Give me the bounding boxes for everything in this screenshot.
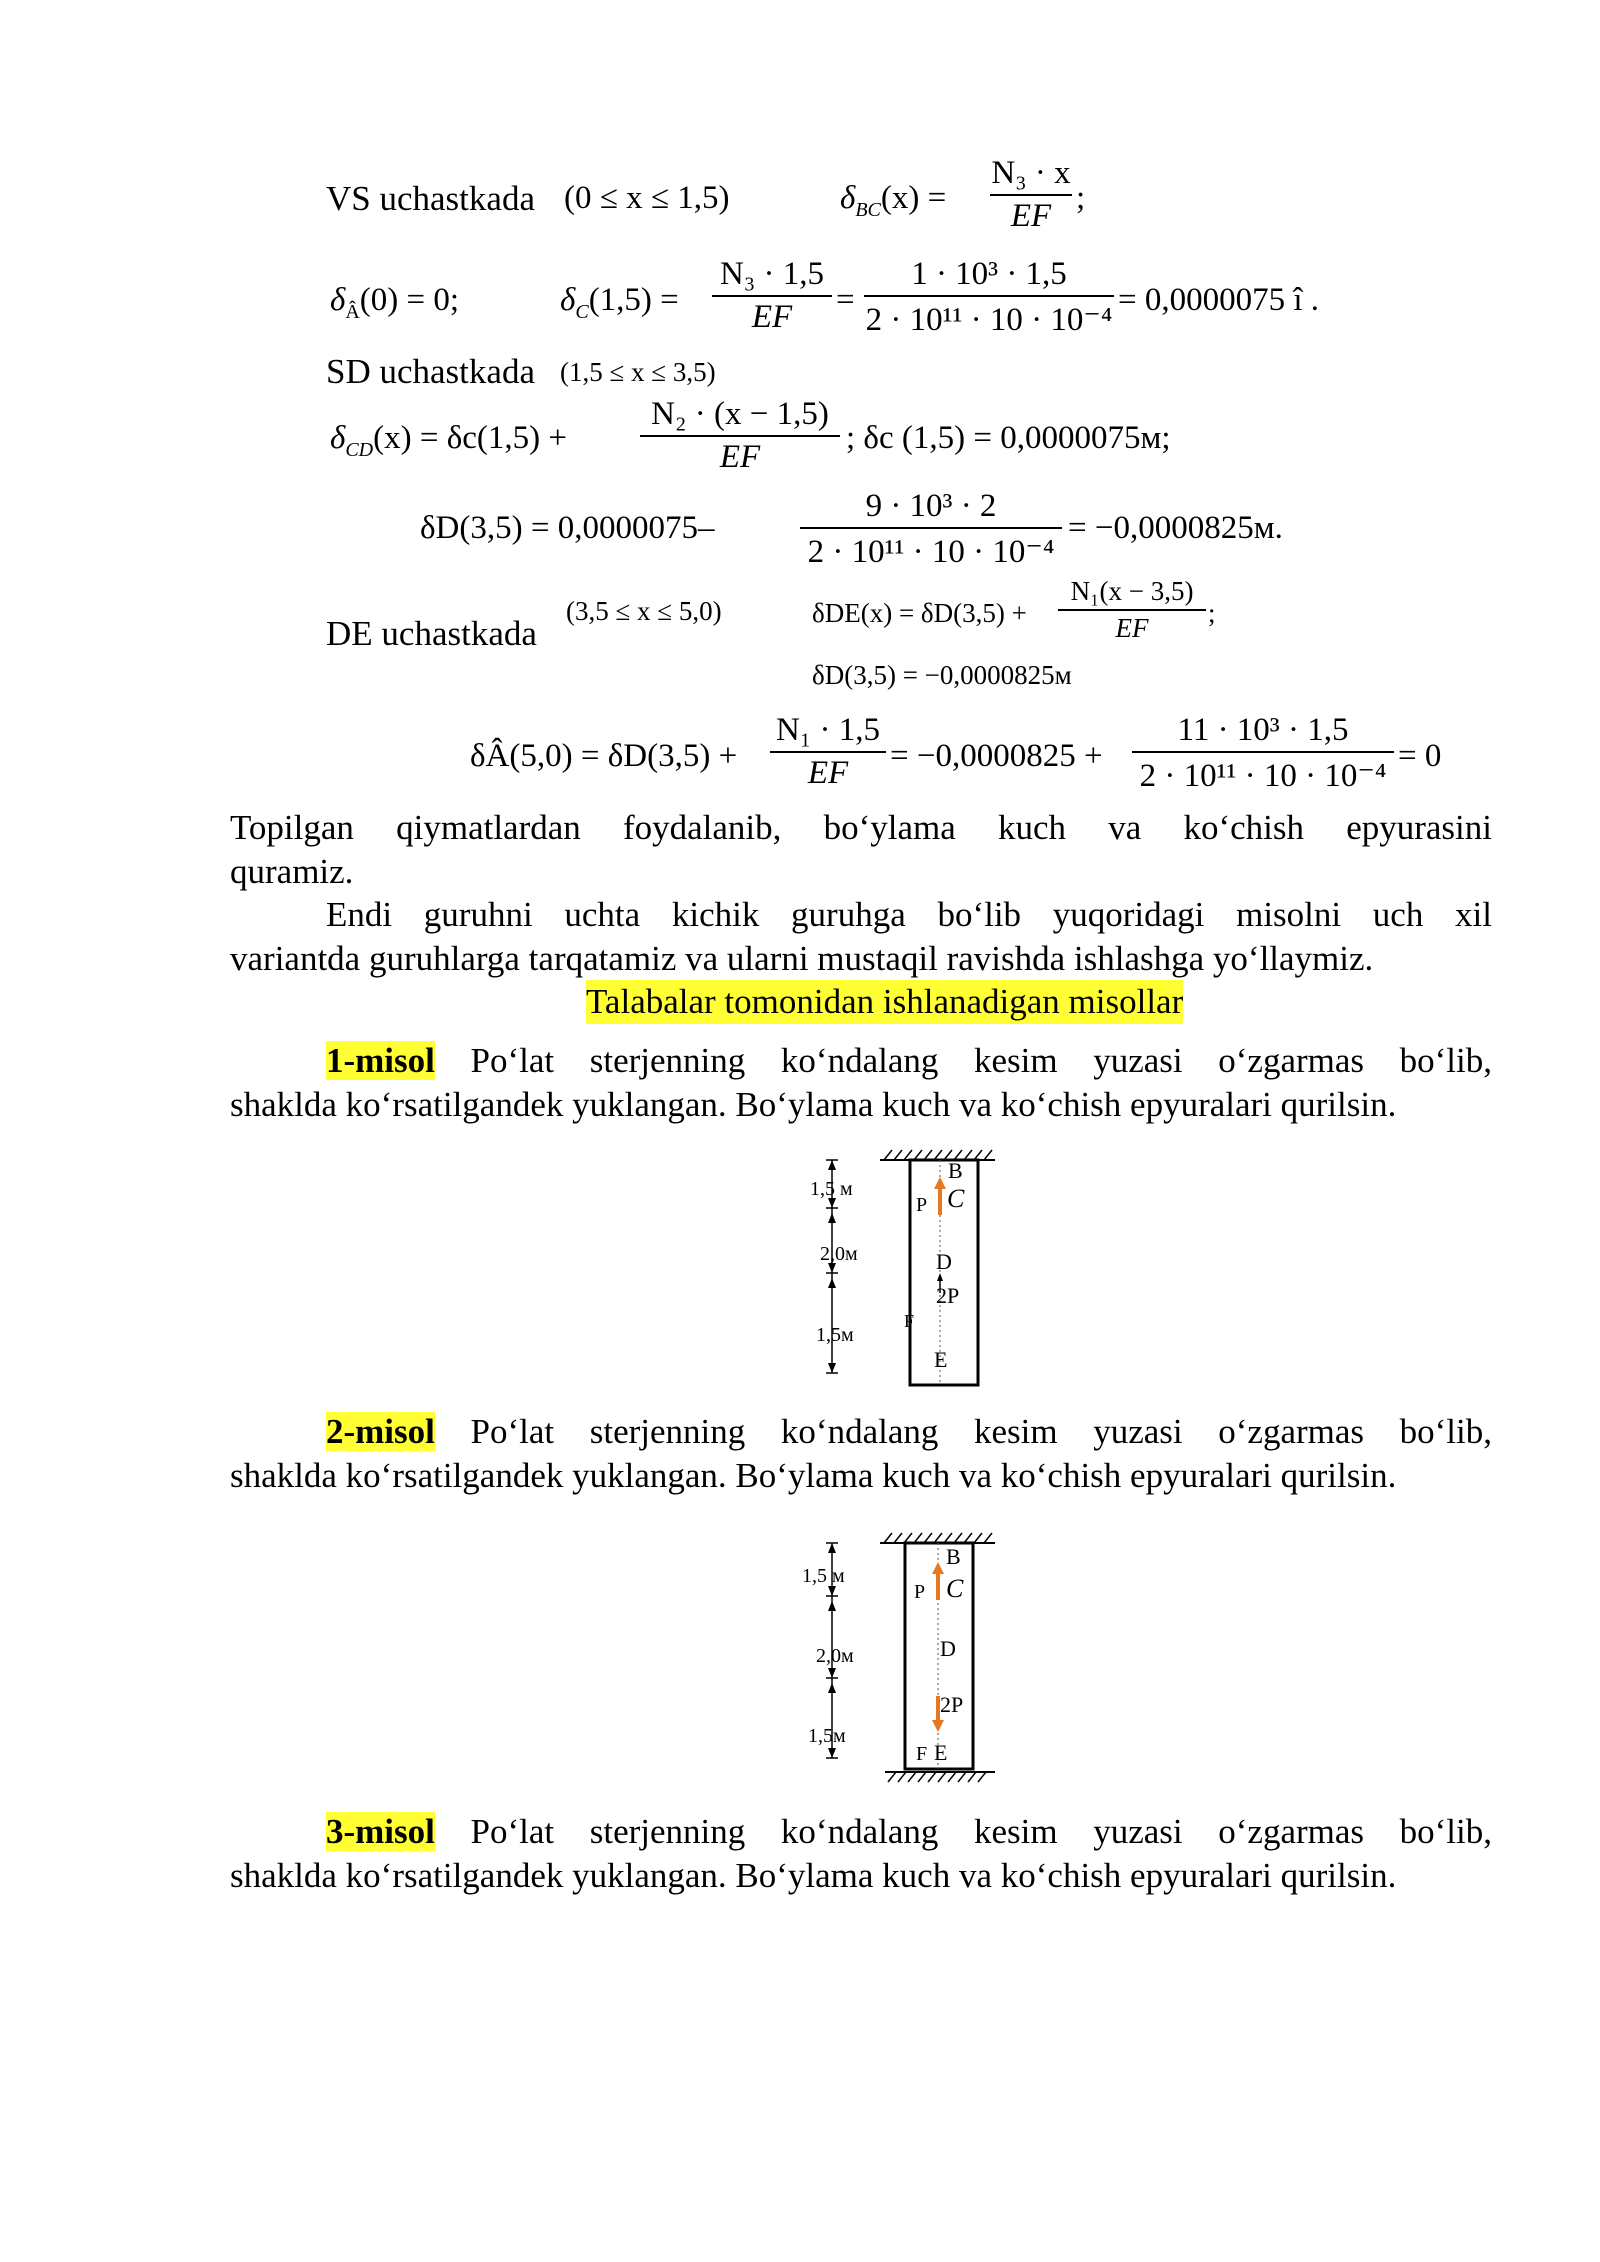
fig2-label-e: E: [934, 1740, 948, 1765]
fig2-label-2p: 2P: [940, 1692, 964, 1717]
range-sd: (1,5 ≤ x ≤ 3,5): [560, 357, 716, 387]
figure-2-bar-diagram: [790, 1528, 1020, 1798]
range-vs: (0 ≤ x ≤ 1,5): [564, 180, 730, 216]
fig1-label-b: B: [948, 1158, 963, 1183]
formula-b0: $\delta_Â(0) = 0$;: [330, 282, 460, 323]
figure-1-bar-diagram: [800, 1145, 1020, 1395]
formula-bc-lhs: $\delta_{BC}(x)$ =: [840, 180, 947, 221]
fig1-label-c: C: [947, 1184, 965, 1213]
formula-c15-lhs: $\delta_C(1,5)$ =: [560, 282, 679, 323]
section-label-vs: VS uchastkada: [326, 179, 535, 218]
fig2-label-b: B: [946, 1544, 961, 1569]
fig2-dim-1: 1,5 м: [802, 1565, 845, 1587]
formula-d35-value: δD(3,5) = −0,0000825м: [812, 660, 1072, 690]
fraction-cd: N₂ · (x − 1,5) EF: [640, 396, 840, 476]
semicolon: ;: [1208, 598, 1216, 628]
example-3-label: 3-misol: [326, 1812, 435, 1851]
formula-cd-lhs: $\delta_{CD}(x) = \delta c(1,5)$ +: [330, 420, 568, 461]
equals: =: [836, 282, 855, 318]
example-1-line-1: 1-misol Po‘lat sterjenning ko‘ndalang kesim yuzasi o‘zgarmas bo‘lib,: [326, 1041, 1493, 1080]
section-label-de: DE uchastkada: [326, 614, 537, 653]
example-3-line-1: 3-misol Po‘lat sterjenning ko‘ndalang kesim yuzasi o‘zgarmas bo‘lib,: [326, 1812, 1493, 1851]
fraction-de: N₁(x − 3,5) EF: [1058, 576, 1206, 644]
fig2-label-p: P: [914, 1581, 926, 1603]
fraction-d35: 9 · 10³ · 2 2 · 10¹¹ · 10 · 10⁻⁴: [800, 488, 1062, 571]
paragraph-1-line-1: Topilgan qiymatlardan foydalanib, bo‘ylama kuch va ko‘chish epyurasini: [230, 808, 1492, 847]
fig1-dim-3: 1,5м: [816, 1324, 854, 1346]
fraction-c15-b: 1 · 10³ · 1,5 2 · 10¹¹ · 10 · 10⁻⁴: [865, 256, 1113, 338]
fig1-dim-2: 2,0м: [820, 1243, 858, 1265]
fraction-b50-b: 11 · 10³ · 1,5 2 · 10¹¹ · 10 · 10⁻⁴: [1132, 712, 1394, 795]
result-b50: = 0: [1398, 738, 1442, 774]
paragraph-2-line-2: variantda guruhlarga tarqatamiz va ularni mustaqil ravishda ishlashga yo‘llaymiz.: [230, 939, 1374, 978]
result-c15: = 0,0000075 î .: [1118, 282, 1320, 318]
paragraph-2-line-1: Endi guruhni uchta kichik guruhga bo‘lib yuqoridagi misolni uch xil: [326, 895, 1492, 934]
fig1-label-e: E: [934, 1347, 948, 1372]
fig1-dim-1: 1,5 м: [810, 1178, 853, 1200]
fig2-label-d: D: [940, 1636, 956, 1661]
fig1-label-d: D: [936, 1249, 952, 1274]
fig1-label-f: F: [904, 1311, 915, 1331]
example-1-label: 1-misol: [326, 1041, 435, 1080]
section-label-sd: SD uchastkada: [326, 352, 535, 391]
formula-b50-lhs: δÂ(5,0) = δD(3,5) +: [470, 738, 738, 774]
paragraph-1-line-2: quramiz.: [230, 852, 354, 891]
example-2-line-2: shaklda ko‘rsatilgandek yuklangan. Bo‘ylama kuch va ko‘chish epyuralari qurilsin.: [230, 1456, 1397, 1495]
formula-de-lhs: δDE(x) = δD(3,5) +: [812, 598, 1027, 628]
fig2-dim-3: 1,5м: [808, 1725, 846, 1747]
fig1-label-2p: 2P: [936, 1283, 960, 1308]
example-2-line-1: 2-misol Po‘lat sterjenning ko‘ndalang kesim yuzasi o‘zgarmas bo‘lib,: [326, 1412, 1493, 1451]
fig1-label-p: P: [916, 1194, 928, 1216]
fraction-bc: N₃ · x EF: [991, 155, 1071, 234]
fraction-b50-a: N₁ · 1,5 EF: [770, 712, 886, 792]
example-3-line-2: shaklda ko‘rsatilgandek yuklangan. Bo‘ylama kuch va ko‘chish epyuralari qurilsin.: [230, 1856, 1397, 1895]
example-2-label: 2-misol: [326, 1412, 435, 1451]
formula-d35-lhs: δD(3,5) = 0,0000075–: [420, 510, 715, 546]
formula-b50-mid: = −0,0000825 +: [890, 738, 1103, 774]
formula-c-value: ; δc (1,5) = 0,0000075м;: [846, 420, 1171, 456]
example-1-line-2: shaklda ko‘rsatilgandek yuklangan. Bo‘ylama kuch va ko‘chish epyuralari qurilsin.: [230, 1085, 1397, 1124]
fraction-c15-a: N₃ · 1,5 EF: [712, 256, 832, 336]
fig2-dim-2: 2,0м: [816, 1645, 854, 1667]
section-title: Talabalar tomonidan ishlanadigan misollar: [586, 980, 1183, 1024]
fig2-label-f: F: [916, 1743, 928, 1765]
range-de: (3,5 ≤ x ≤ 5,0): [566, 596, 722, 626]
fig2-label-c: C: [946, 1574, 964, 1603]
result-d35: = −0,0000825м.: [1068, 510, 1283, 546]
semicolon: ;: [1076, 180, 1086, 216]
